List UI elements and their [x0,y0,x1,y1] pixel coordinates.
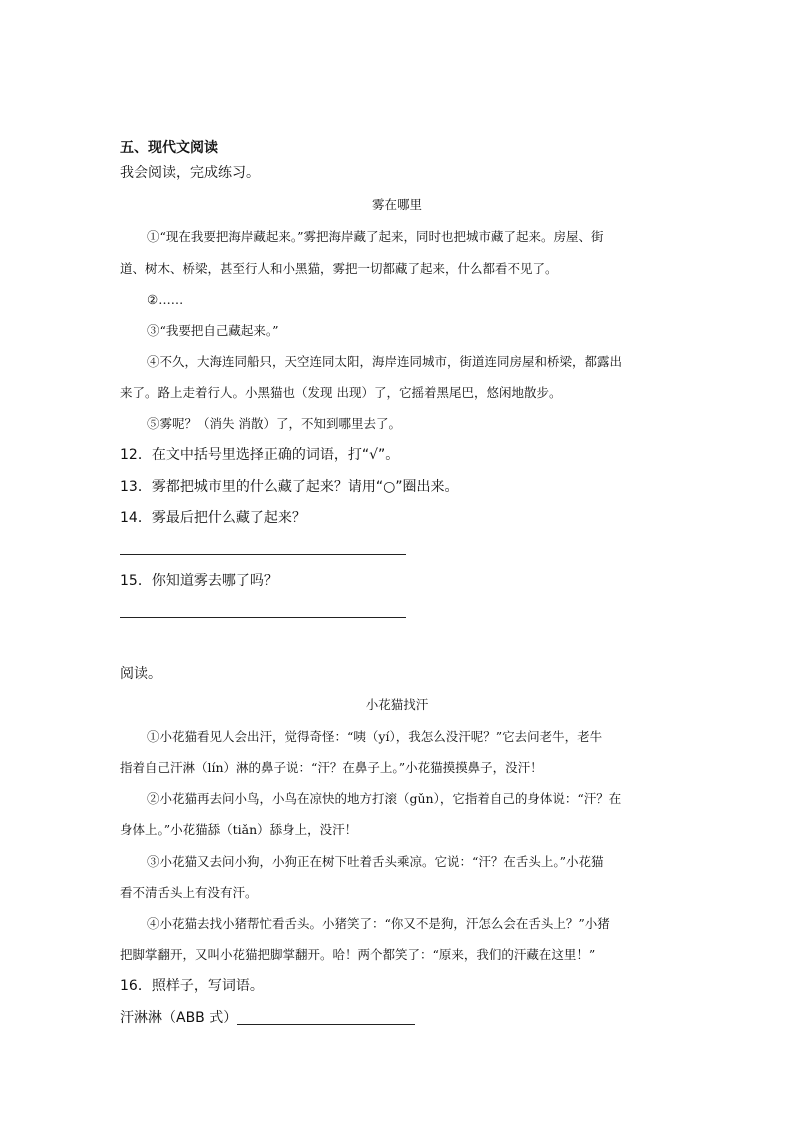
passage-paragraph: 身体上。”小花猫舔（tiǎn）舔身上，没汗！ [120,822,358,837]
section-instruction: 阅读。 [120,666,162,682]
passage-paragraph: 道、树木、桥梁，甚至行人和小黑猫，雾把一切都藏了起来，什么都看不见了。 [120,261,558,276]
passage-paragraph: ②小花猫再去问小鸟，小鸟在凉快的地方打滚（gǔn），它指着自己的身体说：“汗？在 [147,791,622,806]
passage-paragraph: ⑤雾呢？（消失 消散）了，不知到哪里去了。 [147,416,401,431]
passage-paragraph: ③“我要把自己藏起来。” [147,323,279,338]
passage-paragraph: ③小花猫又去问小狗，小狗正在树下吐着舌头乘凉。它说：“汗？在舌头上。”小花猫 [147,854,604,869]
passage-paragraph: ①小花猫看见人会出汗，觉得奇怪：“咦（yí），我怎么没汗呢？”它去问老牛，老牛 [147,729,603,744]
passage-paragraph: 把脚掌翻开，又叫小花猫把脚掌翻开。哈！两个都笑了：“原来，我们的汗藏在这里！” [120,947,596,962]
section-instruction: 我会阅读，完成练习。 [120,165,260,181]
question-16-example: 汗淋淋（ABB 式） [120,1010,238,1026]
question-16: 16．照样子，写词语。 [120,978,264,994]
answer-line-15[interactable] [120,617,406,618]
question-14: 14．雾最后把什么藏了起来？ [120,510,306,526]
answer-line-14[interactable] [120,554,406,555]
section-heading: 五、现代文阅读 [120,140,218,156]
passage-paragraph: ④小花猫去找小猪帮忙看舌头。小猪笑了：“你又不是狗，汗怎么会在舌头上？”小猪 [147,916,610,931]
passage-paragraph: ④不久，大海连同船只，天空连同太阳，海岸连同城市，街道连同房屋和桥梁，都露出 [147,354,623,369]
passage-paragraph: ①“现在我要把海岸藏起来。”雾把海岸藏了起来，同时也把城市藏了起来。房屋、街 [147,229,604,244]
passage-paragraph: 指着自己汗淋（lín）淋的鼻子说：“汗？在鼻子上。”小花猫摸摸鼻子，没汗！ [120,760,543,775]
question-12: 12．在文中括号里选择正确的词语，打“√”。 [120,447,400,463]
question-13: 13．雾都把城市里的什么藏了起来？请用“○”圈出来。 [120,479,459,495]
passage-title: 雾在哪里 [371,197,422,212]
passage-paragraph: 看不清舌头上有没有汗。 [120,885,258,900]
passage-title: 小花猫找汗 [365,697,429,712]
question-15: 15．你知道雾去哪了吗？ [120,573,278,589]
answer-line-16[interactable] [237,1024,415,1025]
passage-paragraph: 来了。路上走着行人。小黑猫也（发现 出现）了，它摇着黑尾巴，悠闲地散步。 [120,385,562,400]
passage-paragraph: ②…… [147,292,184,307]
